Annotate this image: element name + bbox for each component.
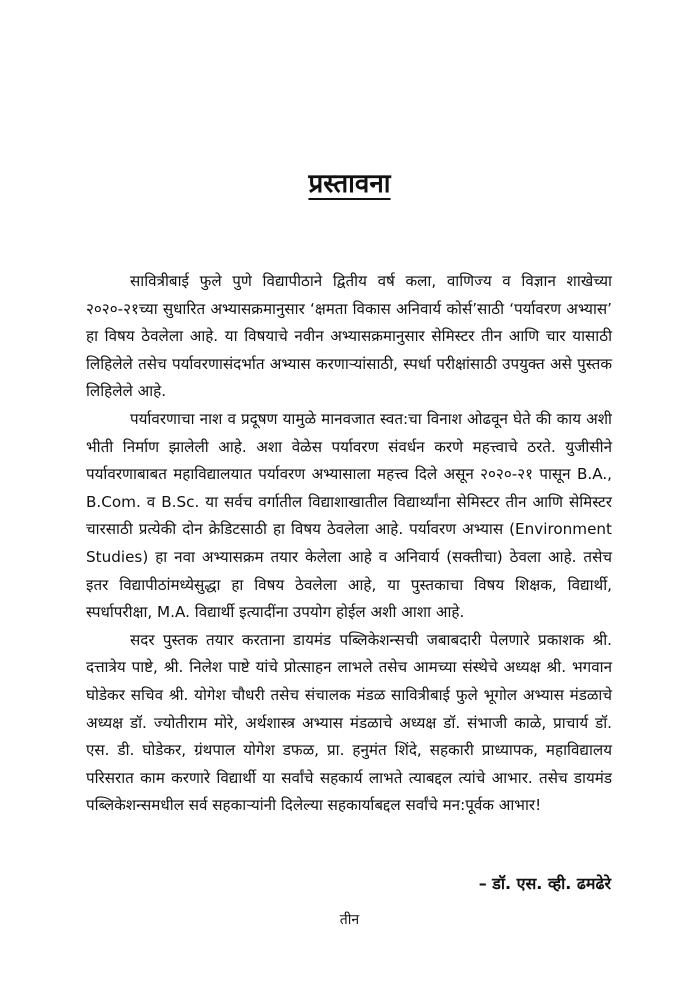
page-title-text: प्रस्तावना [308, 169, 391, 199]
page-title [0, 164, 699, 200]
author-signature: – डॉ. एस. व्ही. ढमढेरे [478, 874, 611, 893]
preface-paragraph-3: सदर पुस्तक तयार करताना डायमंड पब्लिकेशन्सची जबाबदारी पेलणारे प्रकाशक श्री. दत्तात्रेय पाष्टे, श्री. निलेश पाष्टे यांचे प्रोत्साहन लाभले तसेच आमच्या संस्थेचे अध्यक्ष श्री. भगवान घोडेकर सचिव श्री. योगेश चौधरी तसेच संचालक मंडळ सावित्रीबाई फुले भूगोल अभ्यास मंडळाचे अध्यक्ष डॉ. ज्योतीराम मोरे, अर्थशास्त्र अभ्यास मंडळाचे अध्यक्ष डॉ. संभाजी काळे, प्राचार्य डॉ. एस. डी. घोडेकर, ग्रंथपाल योगेश डफळ, प्रा. हनुमंत शिंदे, सहकारी प्राध्यापक, महाविद्यालय परिसरात काम करणारे विद्यार्थी या सर्वांचे सहकार्य लाभते त्याबद्दल त्यांचे आभार. तसेच डायमंड पब्लिकेशन्समधील सर्व सहकाऱ्यांनी दिलेल्या सहकार्याबद्दल सर्वांचे मन:पूर्वक आभार! [86, 630, 612, 815]
preface-paragraph-2: पर्यावरणाचा नाश व प्रदूषण यामुळे मानवजात स्वत:चा विनाश ओढवून घेते की काय अशी भीती निर्माण झालेली आहे. अशा वेळेस पर्यावरण संवर्धन करणे महत्त्वाचे ठरते. युजीसीने पर्यावरणाबाबत महाविद्यालयात पर्यावरण अभ्यासाला महत्त्व दिले असून २०२०-२१ पासून B.A., B.Com. व B.Sc. या सर्वच वर्गातील विद्याशाखातील विद्यार्थ्यांना सेमिस्टर तीन आणि सेमिस्टर चारसाठी प्रत्येकी दोन क्रेडिटसाठी हा विषय ठेवलेला आहे. पर्यावरण अभ्यास (Environment Studies) हा नवा अभ्यासक्रम तयार केलेला आहे व अनिवार्य (सक्तीचा) ठेवला आहे. तसेच इतर विद्यापीठांमध्येसुद्धा हा विषय ठेवलेला आहे, या पुस्तकाचा विषय शिक्षक, विद्यार्थी, स्पर्धापरीक्षा, M.A. विद्यार्थी इत्यादींना उपयोग होईल अशी आशा आहे. [86, 409, 612, 622]
preface-paragraph-1: सावित्रीबाई फुले पुणे विद्यापीठाने द्वितीय वर्ष कला, वाणिज्य व विज्ञान शाखेच्या २०२०-२१च्या सुधारित अभ्यासक्रमानुसार ‘क्षमता विकास अनिवार्य कोर्स’साठी ‘पर्यावरण अभ्यास’ हा विषय ठेवलेला आहे. या विषयाचे नवीन अभ्यासक्रमानुसार सेमिस्टर तीन आणि चार यासाठी लिहिलेले तसेच पर्यावरणासंदर्भात अभ्यास करणाऱ्यांसाठी, स्पर्धा परीक्षांसाठी उपयुक्त असे पुस्तक लिहिलेले आहे. [86, 272, 612, 401]
page-number: तीन [339, 912, 360, 928]
preface-body [86, 268, 612, 820]
